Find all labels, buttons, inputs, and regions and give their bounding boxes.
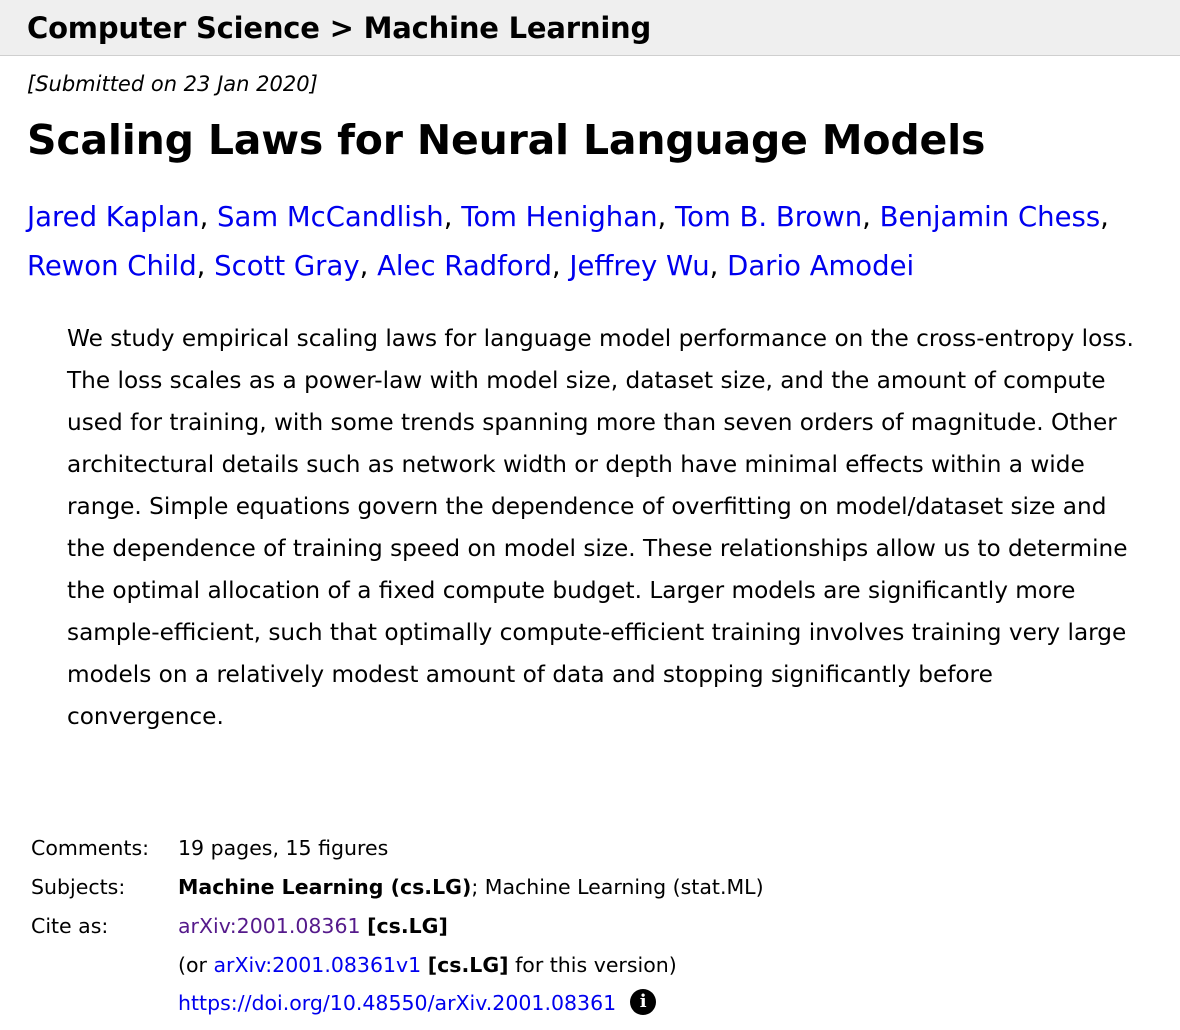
paper-title: Scaling Laws for Neural Language Models xyxy=(27,116,986,164)
version-value xyxy=(178,953,677,977)
comments-row xyxy=(31,828,764,867)
metadata-table xyxy=(31,828,764,1023)
abstract: We study empirical scaling laws for language model performance on the cross-entropy loss. The loss scales as a power-law with model size, dataset size, and the amount of compute used for training, with some trends spanning more than seven orders of magnitude. Other architectural details such as network width or depth have minimal effects within a wide range. Simple equations govern the dependence of overfitting on model/dataset size and the dependence of training speed on model size. These relationships allow us to determine the optimal allocation of a fixed compute budget. Larger models are significantly more sample-efficient, such that optimally compute-efficient training involves training very large models on a relatively modest amount of data and stopping significantly before convergence. xyxy=(67,325,1134,730)
version-row xyxy=(31,945,764,984)
subjects-label: Subjects: xyxy=(31,874,126,899)
version-prefix: (or xyxy=(178,952,214,977)
author-link[interactable]: Tom B. Brown xyxy=(675,201,863,233)
cite-class: [cs.LG] xyxy=(367,913,448,938)
author-separator: , xyxy=(1100,201,1109,233)
cite-row xyxy=(31,906,764,945)
author-separator: , xyxy=(359,250,378,282)
author-link[interactable]: Dario Amodei xyxy=(727,250,915,282)
subjects-row xyxy=(31,867,764,906)
author-separator: , xyxy=(443,201,462,233)
cite-value xyxy=(178,914,448,938)
arxiv-id-link[interactable]: arXiv:2001.08361 xyxy=(178,913,361,938)
author-separator: , xyxy=(551,250,570,282)
author-link[interactable]: Rewon Child xyxy=(27,250,197,282)
version-class: [cs.LG] xyxy=(427,952,509,977)
author-separator: , xyxy=(199,201,218,233)
comments-label: Comments: xyxy=(31,835,150,860)
author-link[interactable]: Scott Gray xyxy=(214,250,360,282)
author-list xyxy=(27,193,1167,291)
author-link[interactable]: Sam McCandlish xyxy=(217,201,444,233)
doi-row xyxy=(31,984,764,1023)
breadcrumb: Computer Science > Machine Learning xyxy=(27,10,652,45)
author-link[interactable]: Benjamin Chess xyxy=(879,201,1101,233)
author-separator: , xyxy=(657,201,676,233)
cite-label: Cite as: xyxy=(31,913,109,938)
subjects-value xyxy=(178,875,764,899)
header-bar xyxy=(0,0,1180,56)
author-separator: , xyxy=(709,250,728,282)
comments-value: 19 pages, 15 figures xyxy=(178,835,389,860)
arxiv-version-link[interactable]: arXiv:2001.08361v1 xyxy=(213,952,422,977)
doi-link[interactable]: https://doi.org/10.48550/arXiv.2001.08361 xyxy=(178,990,617,1015)
author-separator: , xyxy=(862,201,880,233)
author-separator: , xyxy=(196,250,215,282)
info-icon[interactable]: i xyxy=(630,989,656,1015)
author-link[interactable]: Alec Radford xyxy=(377,250,552,282)
version-suffix: for this version) xyxy=(508,952,677,977)
doi-value xyxy=(178,991,656,1017)
author-link[interactable]: Jeffrey Wu xyxy=(569,250,710,282)
submission-date: [Submitted on 23 Jan 2020] xyxy=(27,72,318,96)
author-link[interactable]: Tom Henighan xyxy=(461,201,658,233)
author-link[interactable]: Jared Kaplan xyxy=(27,201,200,233)
secondary-subjects: ; Machine Learning (stat.ML) xyxy=(471,874,764,899)
primary-subject: Machine Learning (cs.LG) xyxy=(178,874,472,899)
